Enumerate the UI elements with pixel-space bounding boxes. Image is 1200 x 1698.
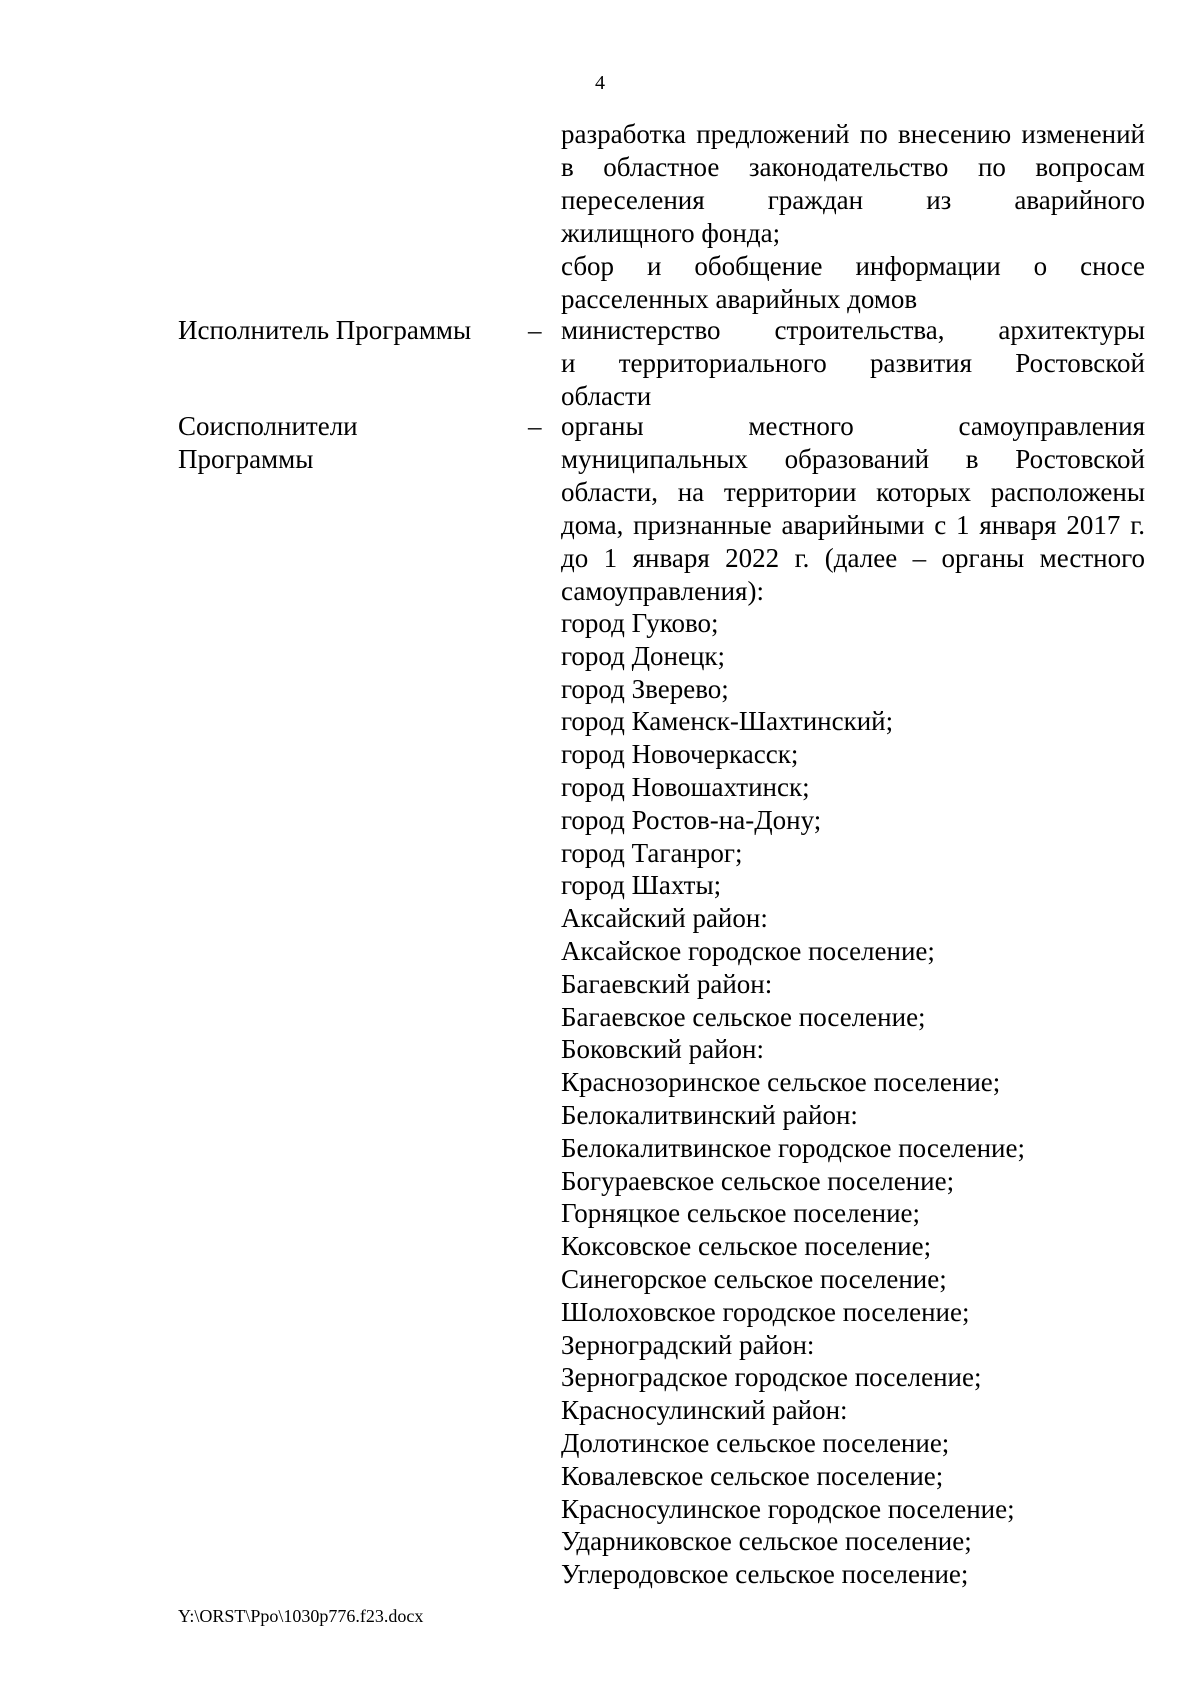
- executor-dash: –: [528, 315, 542, 345]
- footer-file-path: Y:\ORST\Ppo\1030p776.f23.docx: [178, 1606, 424, 1626]
- text-line: до 1 января 2022 г. (далее – органы местного: [561, 543, 1145, 573]
- list-item: Ударниковское сельское поселение;: [561, 1526, 972, 1557]
- list-item: город Новочеркасск;: [561, 739, 799, 770]
- list-item: Белокалитвинское городское поселение;: [561, 1132, 1025, 1163]
- list-item: город Ростов-на-Дону;: [561, 804, 822, 835]
- co-executors-label: [178, 410, 358, 476]
- text-line: переселения граждан из аварийного: [561, 185, 1145, 215]
- list-item: город Зверево;: [561, 673, 729, 704]
- list-item: город Донецк;: [561, 640, 726, 671]
- list-item: город Шахты;: [561, 870, 722, 901]
- list-item: Аксайское городское поселение;: [561, 935, 935, 966]
- list-item: Синегорское сельское поселение;: [561, 1263, 947, 1294]
- text-line: сбор и обобщение информации о сносе: [561, 251, 1145, 281]
- co-executors-label-line: Программы: [178, 444, 314, 474]
- list-item: Углеродовское сельское поселение;: [561, 1559, 969, 1590]
- list-item: Зерноградский район:: [561, 1329, 815, 1360]
- collect-paragraph: [561, 250, 1145, 316]
- text-line: разработка предложений по внесению изменений: [561, 119, 1145, 149]
- list-item: Зерноградское городское поселение;: [561, 1362, 982, 1393]
- text-line: и территориального развития Ростовской: [561, 348, 1145, 378]
- list-item: Ковалевское сельское поселение;: [561, 1460, 944, 1491]
- list-item: город Каменск-Шахтинский;: [561, 706, 894, 737]
- list-item: Горняцкое сельское поселение;: [561, 1198, 921, 1229]
- co-executors-label-line: Соисполнители: [178, 411, 358, 441]
- co-executors-paragraph: [561, 410, 1145, 608]
- text-line: области: [561, 381, 652, 411]
- text-line: муниципальных образований в Ростовской: [561, 444, 1145, 474]
- page-number: 4: [595, 72, 605, 94]
- list-item: Аксайский район:: [561, 903, 768, 934]
- list-item: Коксовское сельское поселение;: [561, 1231, 932, 1262]
- executor-paragraph: [561, 314, 1145, 413]
- executor-label: Исполнитель Программы: [178, 315, 472, 345]
- list-item: Багаевский район:: [561, 968, 773, 999]
- text-line: органы местного самоуправления: [561, 411, 1145, 441]
- text-line: самоуправления):: [561, 576, 764, 606]
- list-item: город Гуково;: [561, 608, 719, 638]
- municipalities-list: [561, 607, 1025, 1591]
- list-item: Багаевское сельское поселение;: [561, 1001, 926, 1032]
- list-item: Шолоховское городское поселение;: [561, 1296, 970, 1327]
- list-item: Долотинское сельское поселение;: [561, 1427, 950, 1458]
- list-item: Красносулинское городское поселение;: [561, 1493, 1015, 1524]
- intro-paragraph: [561, 118, 1145, 250]
- list-item: Боковский район:: [561, 1034, 764, 1065]
- text-line: в областное законодательство по вопросам: [561, 152, 1145, 182]
- list-item: город Таганрог;: [561, 837, 743, 868]
- list-item: Красносулинский район:: [561, 1395, 848, 1426]
- co-executors-dash: –: [528, 411, 542, 441]
- list-item: город Новошахтинск;: [561, 771, 810, 802]
- text-line: дома, признанные аварийными с 1 января 2017 г.: [561, 510, 1145, 540]
- text-line: жилищного фонда;: [561, 218, 781, 248]
- list-item: Богураевское сельское поселение;: [561, 1165, 955, 1196]
- list-item: Краснозоринское сельское поселение;: [561, 1067, 1001, 1098]
- list-item: Белокалитвинский район:: [561, 1099, 858, 1130]
- text-line: министерство строительства, архитектуры: [561, 315, 1145, 345]
- text-line: расселенных аварийных домов: [561, 284, 918, 314]
- text-line: области, на территории которых расположены: [561, 477, 1145, 507]
